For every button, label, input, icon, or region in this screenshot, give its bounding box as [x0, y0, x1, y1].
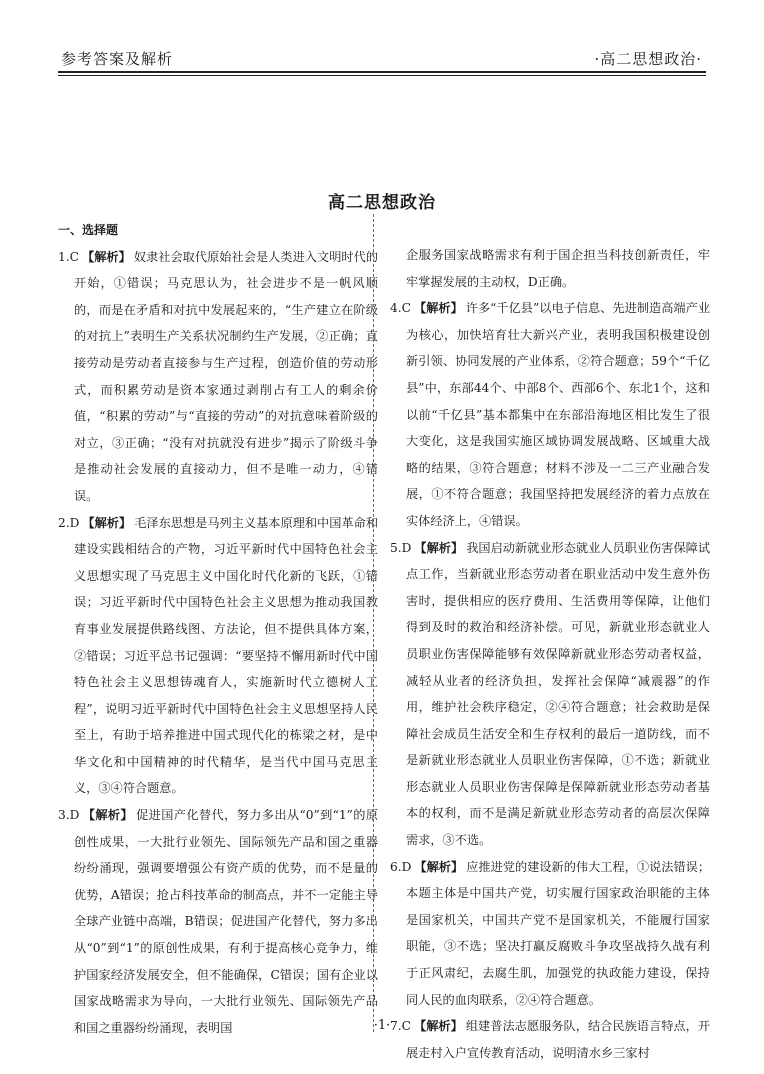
answer-number: 1.C — [58, 249, 79, 264]
answer-text: 奴隶社会取代原始社会是人类进入文明时代的开始，①错误；马克思认为，社会进步不是一帆风顺的，而是在矛盾和对抗中发展起来的，“生产建立在阶级的对抗上”表明生产关系状况制约生产发展，②正确；直接劳动是劳动者直接参与生产过程，创造价值的劳动形式，而积累劳动是资本家通过剥削占有工人的剩余价值，“积累的劳动”与“直接的劳动”的对抗意味着阶级的对立，③正确；“没有对抗就没有进步”揭示了阶级斗争是推动社会发展的直接动力，但不是唯一动力，④错误。 — [74, 249, 379, 503]
analysis-tag: 【解析】 — [414, 540, 464, 555]
answer-text: 企服务国家战略需求有利于国企担当科技创新责任，牢牢掌握发展的主动权，D正确。 — [406, 248, 710, 289]
answer-item — [58, 244, 378, 510]
answer-item — [390, 535, 710, 854]
answer-text: 促进国产化替代，努力多出从“0”到“1”的原创性成果，一大批行业领先、国际领先产品和国之重器纷纷涌现，强调要增强公有资产质的优势，而不是量的优势，A错误；抢占科技革命的制高点，并不一定能主导全球产业链中高端，B错误；促进国产化替代，努力多出从“0”到“1”的原创性成果，有利于提高核心竞争力，维护国家经济发展安全，但不能确保，C错误；国有企业以国家战略需求为导向，一大批行业领先、国际领先产品和国之重器纷纷涌现，表明国 — [74, 808, 379, 1035]
page-title: 高二思想政治 — [328, 193, 436, 213]
analysis-tag: 【解析】 — [413, 1019, 463, 1034]
answer-number: 5.D — [390, 540, 412, 555]
header-rule-thick — [58, 71, 706, 73]
answer-number: 6.D — [390, 859, 412, 874]
answer-text: 毛泽东思想是马列主义基本原理和中国革命和建设实践相结合的产物，习近平新时代中国特色社会主义思想实现了马克思主义中国化时代化新的飞跃，①错误；习近平新时代中国特色社会主义思想为推动我国教育事业发展提供路线图、方法论，但不提供具体方案，②错误；习近平总书记强调：“要坚持不懈用新时代中国特色社会主义思想铸魂育人，实施新时代立德树人工程”，说明习近平新时代中国特色社会主义思想坚持人民至上，有助于培养推进中国式现代化的栋梁之材，是中华文化和中国精神的时代精华，是当代中国马克思主义，③④符合题意。 — [74, 515, 379, 796]
answer-text: 我国启动新就业形态就业人员职业伤害保障试点工作，当新就业形态劳动者在职业活动中发生意外伤害时，提供相应的医疗费用、生活费用等保障，让他们得到及时的救治和经济补偿。可见，新就业形态就业人员职业伤害保障能够有效保障新就业形态劳动者权益，减轻从业者的经济负担，发挥社会保障“减震器”的作用，维护社会秩序稳定，②④符合题意；社会救助是保障社会成员生活安全和生存权利的最后一道防线，而不是新就业形态就业人员职业伤害保障，①不选；新就业形态就业人员职业伤害保障是保障新就业形态劳动者基本的权利，而不是满足新就业形态劳动者的高层次保障需求，③不选。 — [406, 540, 711, 848]
header-rule-thin — [58, 75, 706, 76]
header-left: 参考答案及解析 — [61, 50, 174, 68]
section-heading: 一、选择题 — [58, 223, 119, 237]
answer-item — [390, 854, 710, 1014]
left-column — [58, 217, 378, 1041]
answer-item — [390, 295, 710, 534]
analysis-tag: 【解析】 — [414, 859, 464, 874]
answer-item — [390, 242, 710, 295]
analysis-tag: 【解析】 — [81, 249, 131, 264]
answer-item — [58, 510, 378, 803]
column-divider — [373, 214, 374, 1032]
answer-text: 组建普法志愿服务队，结合民族语言特点，开展走村入户宣传教育活动，说明清水乡三家村 — [406, 1019, 711, 1060]
analysis-tag: 【解析】 — [413, 301, 463, 316]
page-number: ·1· — [373, 1018, 391, 1033]
answer-number: 7.C — [390, 1019, 411, 1034]
right-column — [390, 242, 710, 1066]
answer-number: 2.D — [58, 515, 80, 530]
analysis-tag: 【解析】 — [82, 808, 134, 823]
analysis-tag: 【解析】 — [82, 515, 132, 530]
header-right: ·高二思想政治· — [594, 50, 702, 68]
answer-number: 3.D — [58, 808, 80, 823]
answer-text: 许多“千亿县”以电子信息、先进制造高端产业为核心，加快培育壮大新兴产业，表明我国积极建设创新引领、协同发展的产业体系，②符合题意；59个“千亿县”中，东部44个、中部8个、西部6个、东北1个，这和以前“千亿县”基本都集中在东部沿海地区相比发生了很大变化，这是我国实施区域协调发展战略、区域重大战略的结果，③符合题意；材料不涉及一二三产业融合发展，①不符合题意；我国坚持把发展经济的着力点放在实体经济上，④错误。 — [406, 301, 711, 528]
answer-item — [58, 802, 378, 1041]
answer-text: 应推进党的建设新的伟大工程，①说法错误；本题主体是中国共产党，切实履行国家政治职能的主体是国家机关，中国共产党不是国家机关，不能履行国家职能，③不选；坚决打赢反腐败斗争攻坚战持久战有利于正风肃纪，去腐生肌，加强党的执政能力建设，保持同人民的血肉联系，②④符合题意。 — [406, 859, 711, 1007]
answer-number: 4.C — [390, 301, 411, 316]
